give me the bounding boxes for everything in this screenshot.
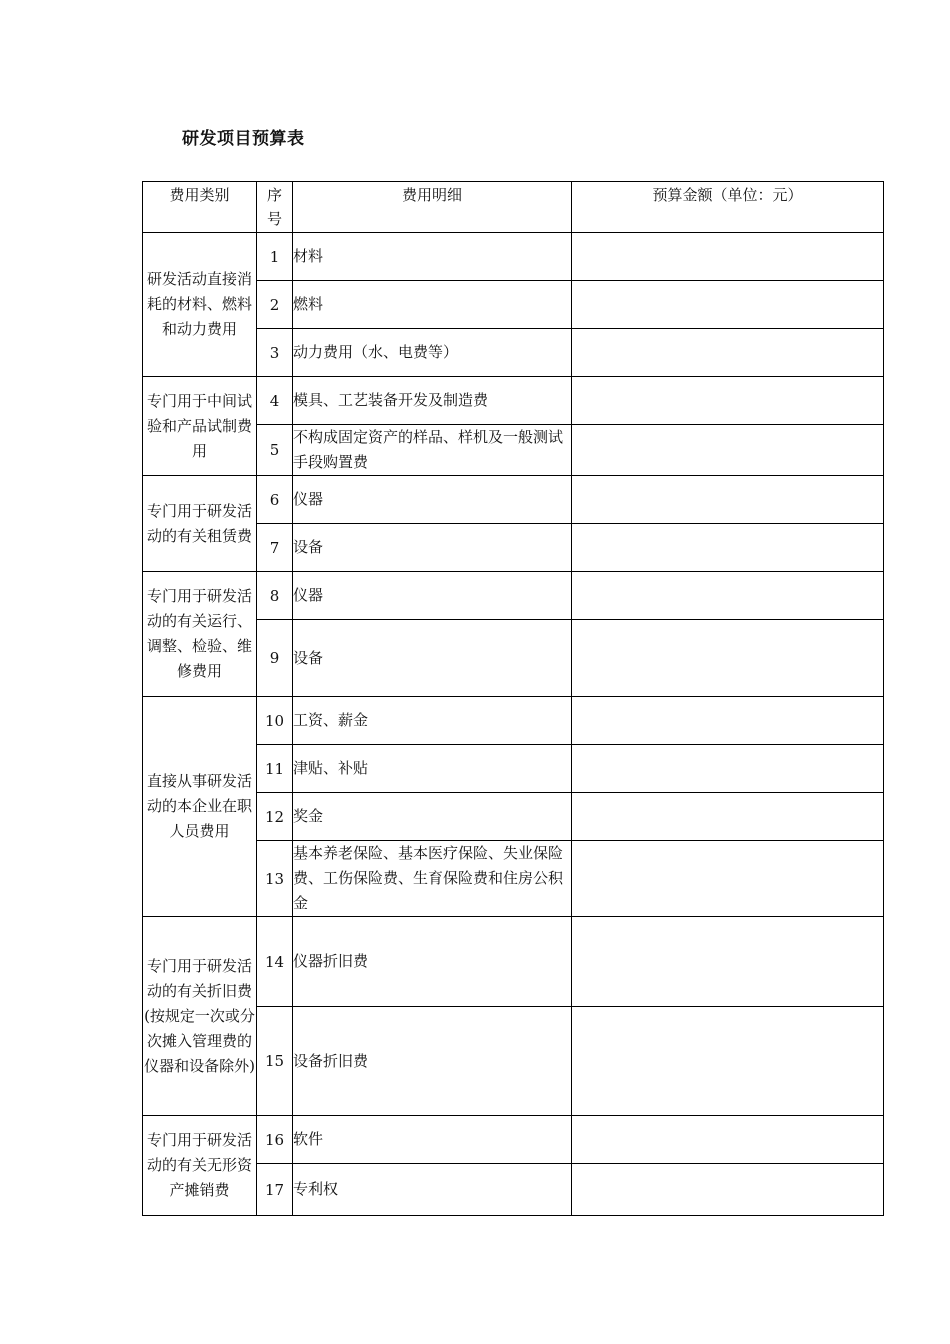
amount-cell[interactable]: [572, 1007, 884, 1116]
amount-cell[interactable]: [572, 1164, 884, 1216]
detail-cell: 动力费用（水、电费等）: [293, 329, 572, 377]
seq-cell: 16: [257, 1116, 293, 1164]
amount-cell[interactable]: [572, 620, 884, 697]
amount-cell[interactable]: [572, 697, 884, 745]
category-cell: 直接从事研发活动的本企业在职人员费用: [143, 697, 257, 917]
seq-cell: 2: [257, 281, 293, 329]
budget-table: [142, 181, 884, 1216]
table-row: [143, 377, 884, 425]
detail-cell: 仪器: [293, 572, 572, 620]
amount-cell[interactable]: [572, 745, 884, 793]
amount-cell[interactable]: [572, 524, 884, 572]
seq-cell: 4: [257, 377, 293, 425]
header-seq: 序号: [257, 182, 293, 233]
amount-cell[interactable]: [572, 329, 884, 377]
detail-cell: 软件: [293, 1116, 572, 1164]
table-row: [143, 1116, 884, 1164]
table-row: [143, 476, 884, 524]
amount-cell[interactable]: [572, 476, 884, 524]
seq-cell: 13: [257, 841, 293, 917]
page-title: 研发项目预算表: [182, 129, 305, 149]
header-row: [143, 182, 884, 233]
detail-cell: 设备: [293, 620, 572, 697]
seq-cell: 14: [257, 917, 293, 1007]
detail-cell: 模具、工艺装备开发及制造费: [293, 377, 572, 425]
detail-cell: 仪器折旧费: [293, 917, 572, 1007]
seq-cell: 15: [257, 1007, 293, 1116]
header-category: 费用类别: [143, 182, 257, 233]
amount-cell[interactable]: [572, 917, 884, 1007]
category-cell: 专门用于中间试验和产品试制费用: [143, 377, 257, 476]
seq-cell: 1: [257, 233, 293, 281]
detail-cell: 津贴、补贴: [293, 745, 572, 793]
detail-cell: 奖金: [293, 793, 572, 841]
detail-cell: 不构成固定资产的样品、样机及一般测试手段购置费: [293, 425, 572, 476]
seq-cell: 12: [257, 793, 293, 841]
category-cell: 研发活动直接消耗的材料、燃料和动力费用: [143, 233, 257, 377]
table-row: [143, 697, 884, 745]
seq-cell: 8: [257, 572, 293, 620]
detail-cell: 仪器: [293, 476, 572, 524]
table-row: [143, 233, 884, 281]
header-amount: 预算金额（单位：元）: [572, 182, 884, 233]
header-detail: 费用明细: [293, 182, 572, 233]
seq-cell: 3: [257, 329, 293, 377]
amount-cell[interactable]: [572, 281, 884, 329]
seq-cell: 5: [257, 425, 293, 476]
detail-cell: 燃料: [293, 281, 572, 329]
amount-cell[interactable]: [572, 572, 884, 620]
detail-cell: 设备: [293, 524, 572, 572]
table-row: [143, 917, 884, 1007]
category-cell: 专门用于研发活动的有关折旧费(按规定一次或分次摊入管理费的仪器和设备除外): [143, 917, 257, 1116]
amount-cell[interactable]: [572, 793, 884, 841]
seq-cell: 6: [257, 476, 293, 524]
category-cell: 专门用于研发活动的有关运行、调整、检验、维修费用: [143, 572, 257, 697]
seq-cell: 17: [257, 1164, 293, 1216]
detail-cell: 设备折旧费: [293, 1007, 572, 1116]
amount-cell[interactable]: [572, 233, 884, 281]
category-cell: 专门用于研发活动的有关租赁费: [143, 476, 257, 572]
detail-cell: 专利权: [293, 1164, 572, 1216]
amount-cell[interactable]: [572, 425, 884, 476]
detail-cell: 工资、薪金: [293, 697, 572, 745]
seq-cell: 7: [257, 524, 293, 572]
category-cell: 专门用于研发活动的有关无形资产摊销费: [143, 1116, 257, 1216]
amount-cell[interactable]: [572, 841, 884, 917]
seq-cell: 11: [257, 745, 293, 793]
detail-cell: 基本养老保险、基本医疗保险、失业保险费、工伤保险费、生育保险费和住房公积金: [293, 841, 572, 917]
amount-cell[interactable]: [572, 1116, 884, 1164]
detail-cell: 材料: [293, 233, 572, 281]
table-row: [143, 572, 884, 620]
seq-cell: 10: [257, 697, 293, 745]
seq-cell: 9: [257, 620, 293, 697]
amount-cell[interactable]: [572, 377, 884, 425]
